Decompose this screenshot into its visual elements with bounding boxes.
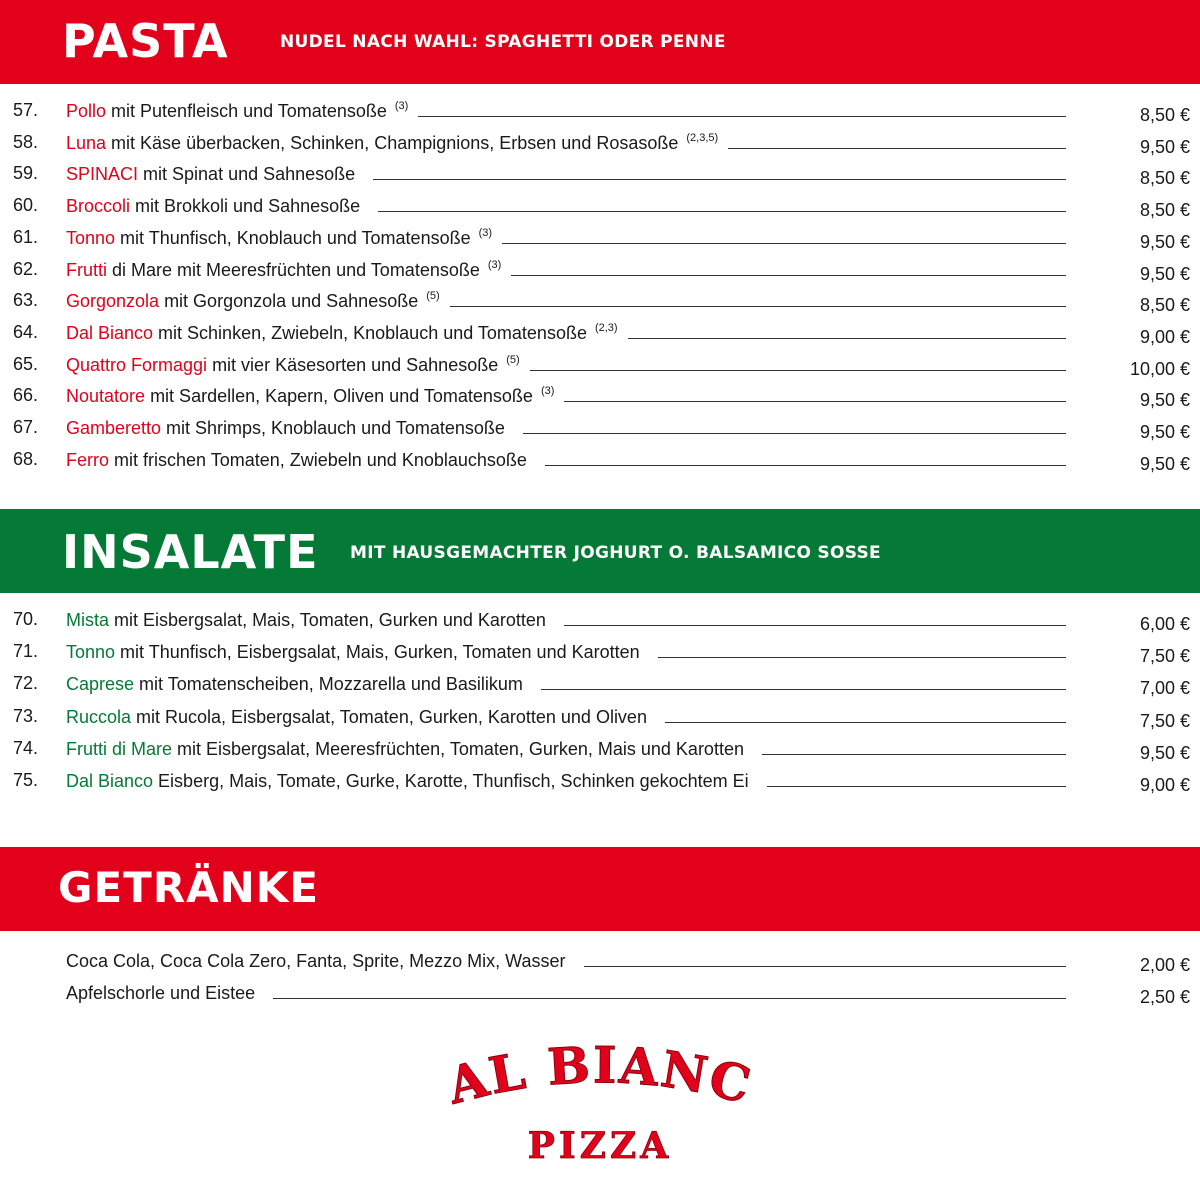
pasta-title: PASTA — [62, 14, 229, 68]
item-text: di Mare mit Meeresfrüchten und Tomatensoße — [107, 259, 480, 280]
item-price: 9,50 € — [1139, 742, 1190, 763]
leader-line — [450, 290, 1066, 307]
menu-item-row — [0, 163, 1200, 193]
item-text: Eisberg, Mais, Tomate, Gurke, Karotte, Thunfisch, Schinken gekochtem Ei — [153, 771, 749, 791]
leader-line — [564, 385, 1066, 402]
item-line — [66, 100, 1190, 126]
item-price: 6,00 € — [1139, 614, 1190, 634]
menu-item-row — [0, 982, 1200, 1012]
item-line — [66, 449, 1190, 475]
item-text: mit Thunfisch, Eisbergsalat, Mais, Gurken, Tomaten und Karotten — [115, 642, 640, 663]
leader-line — [545, 449, 1066, 466]
item-price: 9,50 € — [1139, 390, 1190, 411]
item-line — [66, 417, 1190, 443]
item-text: Coca Cola, Coca Cola Zero, Fanta, Sprite, Mezzo Mix, Wasser — [66, 951, 566, 971]
leader-line — [523, 417, 1066, 434]
item-description — [66, 449, 535, 471]
leader-line — [273, 982, 1066, 999]
item-text: Apfelschorle und Eistee — [66, 983, 256, 1003]
item-text: mit Brokkoli und Sahnesoße — [130, 196, 361, 217]
allergen-note: (5) — [506, 353, 520, 366]
insalate-subtitle: MIT HAUSGEMACHTER JOGHURT O. BALSAMICO SOSSE — [350, 543, 881, 563]
item-line — [66, 195, 1190, 221]
leader-line — [584, 950, 1067, 967]
leader-line — [665, 706, 1066, 723]
item-description — [66, 950, 574, 972]
menu-item-row — [0, 609, 1200, 639]
item-name: Noutatore — [66, 386, 146, 407]
menu-item-row — [0, 322, 1200, 352]
item-line — [66, 641, 1190, 667]
item-number: 63. — [13, 290, 39, 311]
item-name: SPINACI — [66, 164, 139, 185]
item-number: 64. — [13, 321, 39, 342]
item-price: 7,00 € — [1139, 678, 1190, 699]
item-text: mit frischen Tomaten, Zwiebeln und Knoblauchsoße — [109, 449, 527, 470]
item-price: 9,00 € — [1139, 775, 1190, 795]
item-number: 60. — [13, 195, 39, 216]
item-description — [66, 100, 408, 122]
item-description — [66, 259, 501, 281]
menu-item-row — [0, 385, 1200, 415]
item-line — [66, 354, 1190, 380]
item-price: 7,50 € — [1139, 646, 1190, 667]
leader-line — [511, 259, 1066, 276]
item-price: 2,50 € — [1139, 987, 1190, 1007]
item-price: 10,00 € — [1129, 358, 1190, 379]
item-line — [66, 385, 1190, 411]
allergen-note: (3) — [394, 100, 409, 112]
item-name: Dal Bianco — [66, 771, 154, 791]
leader-line — [378, 195, 1066, 212]
leader-line — [658, 641, 1066, 658]
item-line — [66, 706, 1190, 732]
item-text: mit Eisbergsalat, Meeresfrüchten, Tomaten, Gurken, Mais und Karotten — [172, 738, 744, 759]
item-number: 75. — [13, 770, 39, 790]
allergen-note: (3) — [487, 258, 502, 271]
leader-line — [767, 770, 1066, 787]
item-price: 9,50 € — [1139, 136, 1190, 157]
item-price: 9,50 € — [1139, 231, 1190, 252]
item-price: 9,50 € — [1139, 263, 1190, 284]
item-name: Tonno — [66, 227, 116, 248]
menu-item-row — [0, 417, 1200, 447]
menu-item-row — [0, 227, 1200, 257]
menu-item-row — [0, 706, 1200, 736]
item-name: Mista — [66, 610, 110, 630]
item-number: 70. — [13, 609, 39, 629]
item-line — [66, 322, 1190, 348]
item-text: mit Spinat und Sahnesoße — [138, 164, 356, 185]
leader-line — [541, 673, 1066, 690]
item-number: 74. — [13, 737, 39, 758]
item-number: 68. — [13, 448, 39, 469]
item-number: 62. — [13, 258, 39, 279]
item-number: 65. — [13, 353, 39, 374]
menu-item-row — [0, 259, 1200, 289]
logo-mark — [400, 1040, 800, 1170]
item-name: Broccoli — [66, 196, 131, 217]
item-description — [66, 132, 718, 154]
item-description — [66, 673, 531, 695]
item-description — [66, 322, 618, 344]
menu-item-row — [0, 738, 1200, 768]
item-description — [66, 641, 648, 663]
dal-bianco-pizza-logo — [400, 1040, 800, 1170]
menu-item-row — [0, 195, 1200, 225]
item-line — [66, 609, 1190, 635]
item-line — [66, 163, 1190, 189]
item-line — [66, 290, 1190, 316]
item-name: Gorgonzola — [66, 291, 160, 312]
item-description — [66, 706, 655, 728]
leader-line — [728, 132, 1066, 149]
item-price: 7,50 € — [1139, 710, 1190, 731]
leader-line — [530, 354, 1066, 371]
item-text: mit vier Käsesorten und Sahnesoße — [207, 354, 499, 375]
item-price: 8,50 € — [1139, 200, 1190, 221]
svg-text:DAL BIANCO — [400, 1040, 758, 1116]
item-number: 59. — [13, 163, 39, 184]
item-line — [66, 673, 1190, 699]
item-description — [66, 163, 363, 185]
leader-line — [373, 163, 1066, 180]
item-line — [66, 259, 1190, 285]
leader-line — [502, 227, 1066, 244]
item-name: Dal Bianco — [66, 322, 154, 343]
leader-line — [418, 100, 1066, 117]
item-number: 73. — [13, 705, 39, 726]
item-text: mit Putenfleisch und Tomatensoße — [106, 101, 387, 121]
item-line — [66, 132, 1190, 158]
item-name: Pollo — [66, 101, 107, 121]
allergen-note: (2,3) — [594, 321, 618, 334]
item-line — [66, 982, 1190, 1008]
item-price: 9,50 € — [1139, 453, 1190, 474]
item-description — [66, 982, 263, 1004]
item-price: 8,50 € — [1139, 105, 1190, 125]
item-line — [66, 227, 1190, 253]
allergen-note: (5) — [426, 290, 440, 303]
item-number: 58. — [13, 131, 39, 152]
item-description — [66, 227, 492, 249]
menu-item-row — [0, 290, 1200, 320]
allergen-note: (3) — [540, 385, 555, 398]
item-text: mit Eisbergsalat, Mais, Tomaten, Gurken und Karotten — [109, 610, 546, 630]
item-name: Caprese — [66, 674, 135, 695]
item-text: mit Käse überbacken, Schinken, Champignions, Erbsen und Rosasoße — [106, 132, 679, 153]
leader-line — [564, 609, 1066, 626]
logo-line1: AL BIANC — [441, 1040, 759, 1116]
item-number: 61. — [13, 226, 39, 247]
item-number: 71. — [13, 641, 39, 662]
item-price: 8,50 € — [1139, 168, 1190, 189]
item-description — [66, 417, 513, 439]
logo-line2: PIZZA — [527, 1125, 673, 1167]
item-text: mit Gorgonzola und Sahnesoße — [159, 291, 419, 312]
menu-item-row — [0, 673, 1200, 703]
item-line — [66, 950, 1190, 976]
item-line — [66, 738, 1190, 764]
insalate-banner — [0, 509, 1200, 593]
leader-line — [762, 738, 1066, 755]
item-name: Quattro Formaggi — [66, 354, 208, 375]
menu-item-row — [0, 449, 1200, 479]
item-text: mit Sardellen, Kapern, Oliven und Tomatensoße — [145, 386, 533, 407]
item-text: mit Tomatenscheiben, Mozzarella und Basilikum — [134, 674, 523, 695]
item-number: 57. — [13, 100, 39, 120]
menu-item-row — [0, 132, 1200, 162]
item-text: mit Schinken, Zwiebeln, Knoblauch und Tomatensoße — [153, 322, 587, 343]
allergen-note: (3) — [478, 226, 493, 239]
item-description — [66, 195, 368, 217]
item-number: 67. — [13, 417, 39, 437]
menu-item-row — [0, 641, 1200, 671]
item-description — [66, 770, 757, 792]
item-name: Gamberetto — [66, 418, 162, 438]
getraenke-title: GETRÄNKE — [58, 863, 320, 912]
pasta-banner — [0, 0, 1200, 84]
item-name: Tonno — [66, 642, 116, 663]
item-description — [66, 609, 554, 631]
item-description — [66, 290, 440, 312]
item-number: 72. — [13, 673, 39, 694]
item-description — [66, 738, 752, 760]
item-name: Frutti di Mare — [66, 738, 173, 759]
allergen-note: (2,3,5) — [686, 131, 719, 144]
item-price: 2,00 € — [1139, 955, 1190, 975]
getraenke-banner — [0, 847, 1200, 931]
item-text: mit Thunfisch, Knoblauch und Tomatensoße — [115, 227, 471, 248]
item-number: 66. — [13, 385, 39, 406]
menu-item-row — [0, 100, 1200, 130]
menu-item-row — [0, 354, 1200, 384]
item-name: Frutti — [66, 259, 108, 280]
item-text: mit Rucola, Eisbergsalat, Tomaten, Gurken, Karotten und Oliven — [131, 706, 647, 727]
insalate-title: INSALATE — [62, 525, 319, 579]
item-name: Ferro — [66, 449, 110, 470]
item-price: 9,00 € — [1139, 326, 1190, 347]
menu-item-row — [0, 950, 1200, 980]
leader-line — [628, 322, 1066, 339]
pasta-subtitle: NUDEL NACH WAHL: SPAGHETTI ODER PENNE — [280, 32, 726, 52]
item-description — [66, 354, 520, 376]
menu-item-row — [0, 770, 1200, 800]
item-price: 8,50 € — [1139, 295, 1190, 316]
item-text: mit Shrimps, Knoblauch und Tomatensoße — [161, 418, 505, 438]
item-description — [66, 385, 554, 407]
item-price: 9,50 € — [1139, 422, 1190, 442]
item-line — [66, 770, 1190, 796]
item-name: Ruccola — [66, 706, 132, 727]
item-name: Luna — [66, 132, 107, 153]
